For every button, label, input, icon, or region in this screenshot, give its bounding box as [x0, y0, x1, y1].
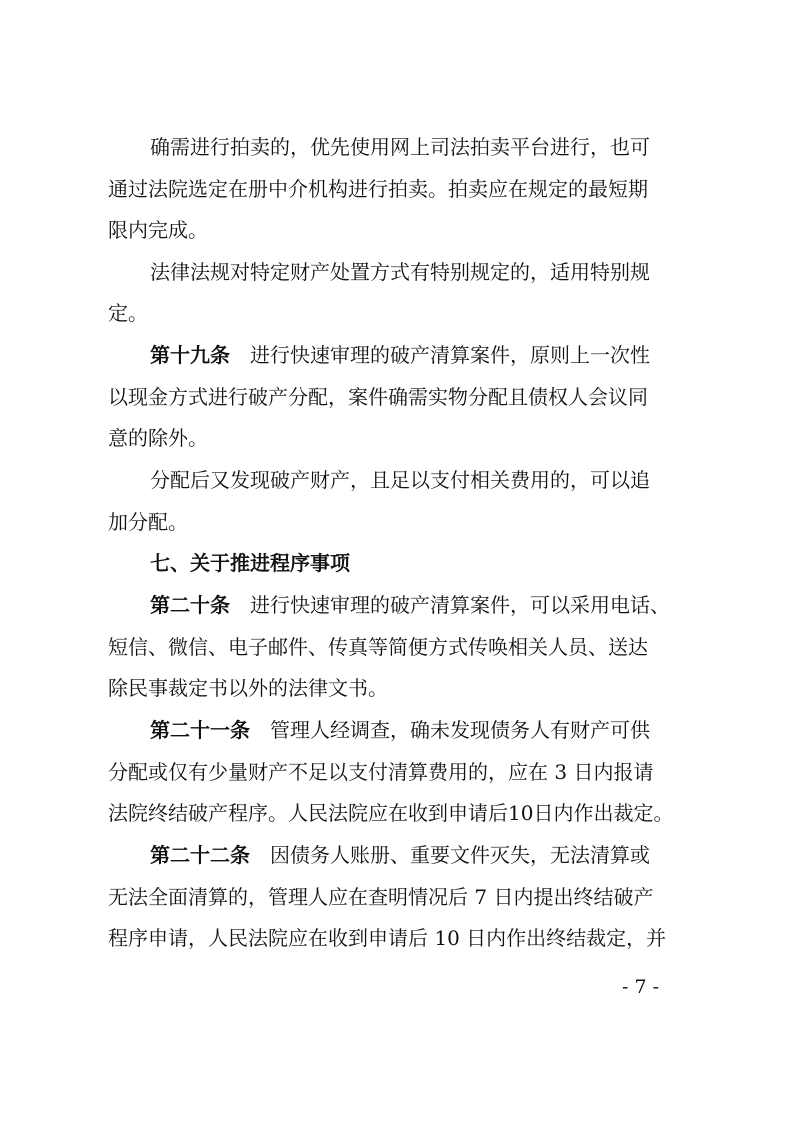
paragraph-line: 分配或仅有少量财产不足以支付清算费用的，应在 3 日内报请 — [108, 760, 654, 784]
paragraph-line: 分配后又发现破产财产，且足以支付相关费用的，可以追 — [150, 468, 650, 492]
paragraph-line: 无法全面清算的，管理人应在查明情况后 7 日内提出终结破产 — [108, 885, 654, 909]
paragraph-line: 以现金方式进行破产分配，案件确需实物分配且债权人会议同 — [108, 385, 648, 409]
paragraph-line: 程序申请，人民法院应在收到申请后 10 日内作出终结裁定，并 — [108, 926, 667, 950]
paragraph-line: 加分配。 — [108, 510, 188, 534]
paragraph-line: 限内完成。 — [108, 218, 208, 242]
article-title: 第二十一条 — [150, 718, 250, 742]
paragraph-line: 法院终结破产程序。人民法院应在收到申请后10日内作出裁定。 — [108, 801, 674, 825]
paragraph-line: 第二十二条 因债务人账册、重要文件灭失，无法清算或 — [150, 843, 650, 867]
article-title: 第二十条 — [150, 593, 230, 617]
paragraph-line: 第二十一条 管理人经调查，确未发现债务人有财产可供 — [150, 718, 650, 742]
paragraph-line: 确需进行拍卖的，优先使用网上司法拍卖平台进行，也可 — [150, 135, 650, 159]
page-number: - 7 - — [622, 976, 660, 998]
section-heading: 七、关于推进程序事项 — [150, 551, 350, 575]
paragraph-line: 定。 — [108, 301, 148, 325]
article-title: 第十九条 — [150, 343, 230, 367]
paragraph-line: 第十九条 进行快速审理的破产清算案件，原则上一次性 — [150, 343, 650, 367]
paragraph-line: 除民事裁定书以外的法律文书。 — [108, 676, 388, 700]
paragraph-line: 通过法院选定在册中介机构进行拍卖。拍卖应在规定的最短期 — [108, 177, 648, 201]
paragraph-line: 法律法规对特定财产处置方式有特别规定的，适用特别规 — [150, 260, 650, 284]
paragraph-line: 短信、微信、电子邮件、传真等简便方式传唤相关人员、送达 — [108, 635, 648, 659]
paragraph-line: 第二十条 进行快速审理的破产清算案件，可以采用电话、 — [150, 593, 670, 617]
article-title: 第二十二条 — [150, 843, 250, 867]
paragraph-line: 意的除外。 — [108, 426, 208, 450]
